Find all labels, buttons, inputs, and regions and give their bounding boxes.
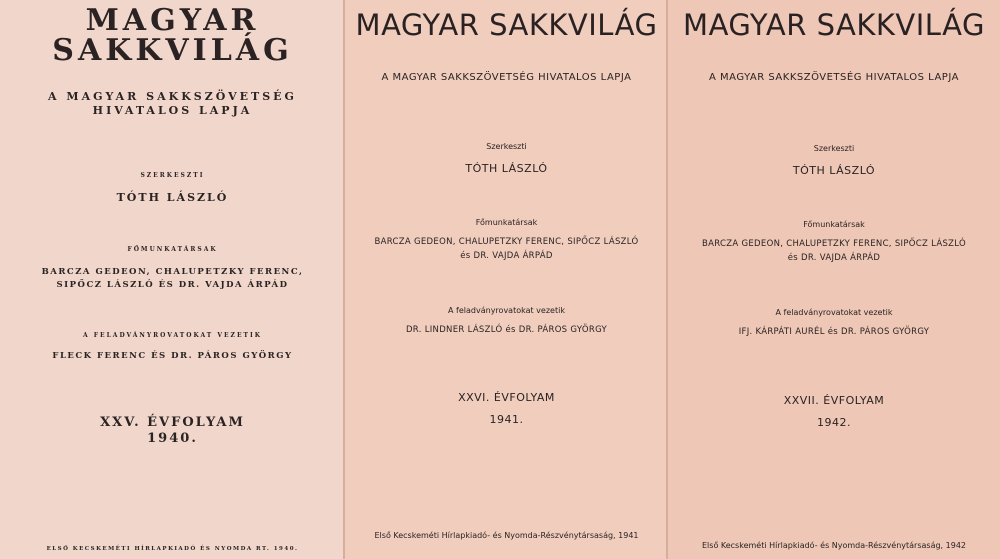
subtitle-line2: HIVATALOS LAPJA (92, 104, 253, 117)
volume-number: XXVII. ÉVFOLYAM (783, 394, 885, 407)
subtitle: A MAGYAR SAKKSZÖVETSÉG HIVATALOS LAPJA (709, 72, 959, 83)
editor-name: TÓTH LÁSZLÓ (465, 162, 548, 175)
editor-name: TÓTH LÁSZLÓ (116, 191, 229, 204)
staff-label: Főmunkatársak (475, 218, 538, 227)
problems-label: A feladványrovatokat vezetik (775, 308, 893, 317)
staff-line2: és DR. VAJDA ÁRPÁD (787, 253, 881, 263)
title-page-1940 (0, 0, 345, 559)
staff-line2: és DR. VAJDA ÁRPÁD (460, 251, 553, 261)
journal-title-line2: SAKKVILÁG (52, 33, 293, 68)
publisher-footer: Első Kecskeméti Hírlapkiadó- és Nyomda-Részvénytársaság, 1941 (374, 531, 639, 540)
problems-label: A feladványrovatokat vezetik (448, 306, 565, 315)
problems-names: IFJ. KÁRPÁTI AURÉL és DR. PÁROS GYÖRGY (738, 327, 930, 337)
staff-line1: BARCZA GEDEON, CHALUPETZKY FERENC, (41, 267, 304, 277)
subtitle: A MAGYAR SAKKSZÖVETSÉG HIVATALOS LAPJA (381, 72, 632, 83)
editor-label: SZERKESZTI (140, 172, 205, 179)
problems-label: A FELADVÁNYROVATOKAT VEZETIK (83, 332, 262, 339)
journal-title: MAGYAR SAKKVILÁG (355, 8, 658, 42)
staff-line1: BARCZA GEDEON, CHALUPETZKY FERENC, SIPŐCZ LÁSZLÓ (702, 239, 966, 249)
staff-label: Főmunkatársak (803, 220, 865, 229)
volume-year: 1942. (817, 416, 851, 429)
problems-names: DR. LINDNER LÁSZLÓ és DR. PÁROS GYÖRGY (405, 325, 608, 335)
editor-label: Szerkeszti (813, 144, 855, 153)
volume-number: XXV. ÉVFOLYAM (100, 415, 245, 430)
editor-name: TÓTH LÁSZLÓ (792, 164, 876, 177)
staff-line1: BARCZA GEDEON, CHALUPETZKY FERENC, SIPŐCZ LÁSZLÓ (374, 237, 639, 247)
volume-year: 1941. (489, 413, 524, 426)
subtitle-line1: A MAGYAR SAKKSZÖVETSÉG (48, 90, 297, 103)
title-page-1942 (668, 0, 1000, 559)
staff-label: FŐMUNKATÁRSAK (127, 246, 218, 253)
title-page-1941 (345, 0, 668, 559)
volume-year: 1940. (147, 431, 198, 446)
editor-label: Szerkeszti (486, 142, 527, 151)
staff-line2: SIPŐCZ LÁSZLÓ ÉS DR. VAJDA ÁRPÁD (56, 280, 289, 290)
journal-title: MAGYAR SAKKVILÁG (683, 8, 985, 42)
volume-number: XXVI. ÉVFOLYAM (458, 391, 555, 404)
problems-names: FLECK FERENC ÉS DR. PÁROS GYÖRGY (52, 351, 293, 361)
journal-title-line1: MAGYAR (85, 3, 260, 38)
publisher-footer: Első Kecskeméti Hírlapkiadó- és Nyomda-Részvénytársaság, 1942 (702, 541, 966, 550)
publisher-footer: ELSŐ KECSKEMÉTI HÍRLAPKIADÓ ÉS NYOMDA RT. 1940. (46, 546, 299, 552)
